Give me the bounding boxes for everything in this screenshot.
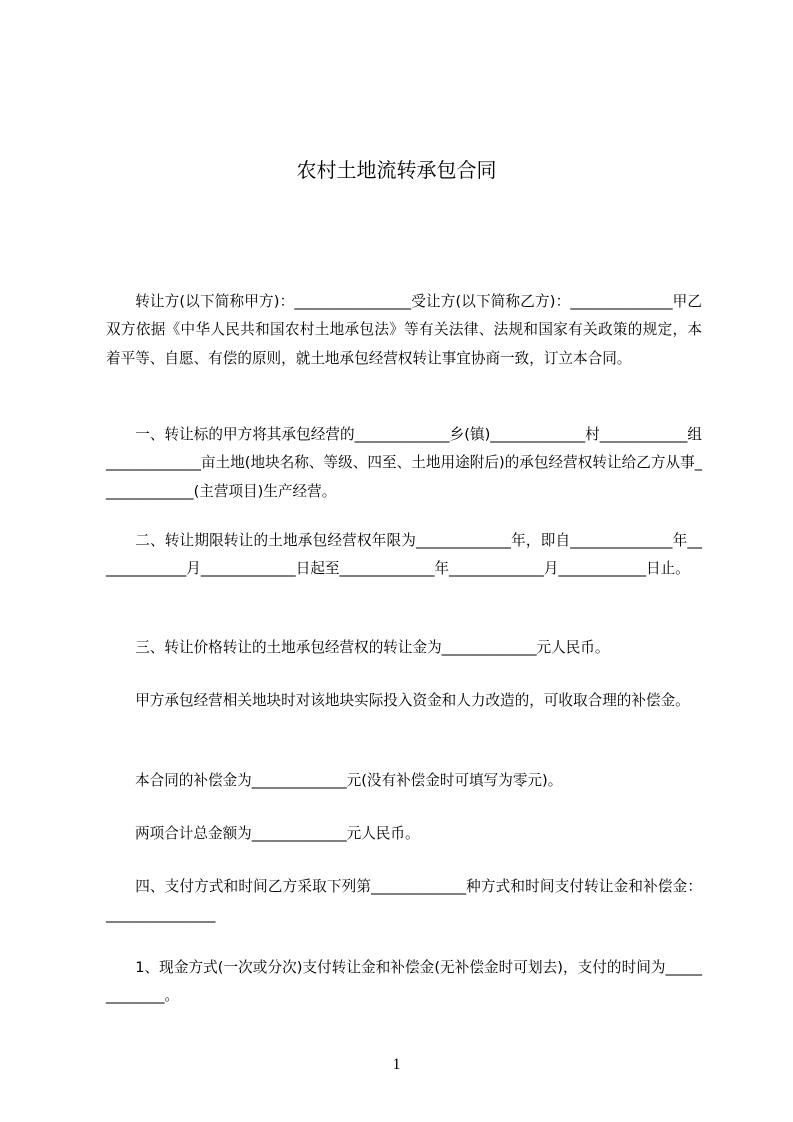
- paragraph-parties: 转让方(以下简称甲方)：________________受让方(以下简称乙方)：______________甲乙双方依据《中华人民共和国农村土地承包法》等有关法律、法规和国家有关政策的规定，本着平等、自愿、有偿的原则，就土地承包经营权转让事宜协商一致，订立本合同。: [106, 293, 702, 367]
- paragraph-transfer-price: 三、转让价格转让的土地承包经营权的转让金为_____________元人民币。: [135, 639, 610, 656]
- paragraph-compensation-amount: 本合同的补偿金为_____________元(没有补偿金时可填写为零元)。: [135, 772, 563, 789]
- paragraph-cash-payment: 1、现金方式(一次或分次)支付转让金和补偿金(无补偿金时可划去)，支付的时间为_____________。: [106, 959, 702, 1005]
- page-title: 农村土地流转承包合同: [296, 158, 497, 183]
- paragraph-total-amount: 两项合计总金额为_____________元人民币。: [135, 825, 420, 842]
- paragraph-compensation-note: 甲方承包经营相关地块时对该地块实际投入资金和人力改造的，可收取合理的补偿金。: [135, 692, 690, 709]
- paragraph-payment-method: 四、支付方式和时间乙方采取下列第_____________种方式和时间支付转让金和补偿金：_______________: [106, 878, 702, 924]
- page-number: 1: [392, 1056, 401, 1073]
- paragraph-transfer-term: 二、转让期限转让的土地承包经营权年限为_____________年，即自______________年_____________月_____________日起至_____________年_____________月____________日止。: [106, 532, 702, 578]
- paragraph-transfer-subject: 一、转让标的甲方将其承包经营的_____________乡(镇)_____________村____________组_____________亩土地(地块名称、等级、四至、土地用途附后)的承包经营权转让给乙方从事_____________(主营项目)生产经营。: [106, 426, 702, 500]
